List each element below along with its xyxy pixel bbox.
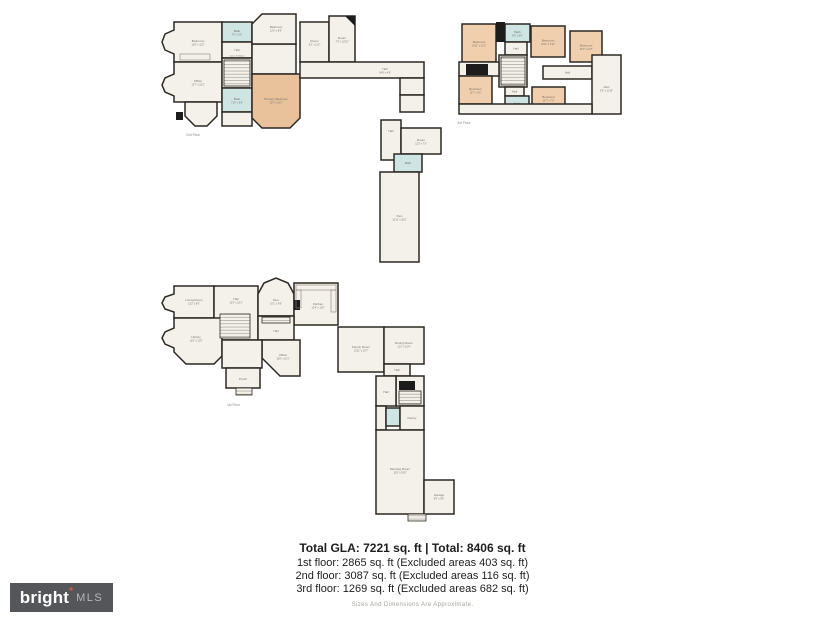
svg-text:Hall: Hall xyxy=(234,48,240,52)
brightmls-logo xyxy=(10,583,113,612)
svg-text:Room: Room xyxy=(337,36,347,40)
svg-text:34'8" x 4'6": 34'8" x 4'6" xyxy=(379,71,391,75)
svg-text:Hall: Hall xyxy=(511,89,518,94)
room-hall xyxy=(300,62,424,78)
third-floor-plan xyxy=(457,22,621,125)
svg-text:Bath: Bath xyxy=(514,30,521,34)
svg-text:8'5" x 9'6": 8'5" x 9'6" xyxy=(433,497,445,501)
svg-text:12'0" x 8'5": 12'0" x 8'5" xyxy=(270,29,282,33)
svg-text:9'3" x 11'10": 9'3" x 11'10" xyxy=(600,89,613,93)
svg-text:Bedroom: Bedroom xyxy=(472,40,486,44)
first-floor-plan xyxy=(162,278,454,521)
svg-text:13'5" x 15'1": 13'5" x 15'1" xyxy=(269,101,283,105)
second-floor-plan xyxy=(162,14,441,262)
svg-text:10'11" x 12'2": 10'11" x 12'2" xyxy=(471,44,487,48)
stairs xyxy=(220,314,250,338)
svg-text:Bath: Bath xyxy=(233,97,241,101)
svg-text:11'2" x 9'0": 11'2" x 9'0" xyxy=(188,302,200,306)
stairs xyxy=(236,388,252,395)
wall-block xyxy=(466,64,488,75)
svg-text:Room: Room xyxy=(310,39,319,43)
svg-text:Room: Room xyxy=(416,138,426,142)
disclaimer-text: Sizes And Dimensions Are Approximate. xyxy=(351,602,474,608)
svg-text:12'11" x 12'7": 12'11" x 12'7" xyxy=(353,349,369,353)
svg-text:Bedroom: Bedroom xyxy=(269,25,283,29)
svg-text:7'3" x 12'10": 7'3" x 12'10" xyxy=(335,40,349,44)
svg-text:13'5" x 23'6": 13'5" x 23'6" xyxy=(393,471,407,475)
stairs xyxy=(408,514,426,521)
svg-text:Bedroom: Bedroom xyxy=(191,39,205,43)
wall-block xyxy=(399,381,415,390)
logo-wordmark: bright xyxy=(19,587,70,607)
second-floor-area: 2nd floor: 3087 sq. ft (Excluded areas 116 sq. ft) xyxy=(295,570,530,582)
room-area xyxy=(252,44,296,74)
area-summary xyxy=(0,541,825,608)
wall-block xyxy=(176,112,183,120)
svg-text:Porch: Porch xyxy=(238,377,248,381)
svg-text:10'8" x 10'1": 10'8" x 10'1" xyxy=(276,357,290,361)
room-area xyxy=(185,102,217,126)
room-area xyxy=(400,95,424,112)
svg-text:Hall: Hall xyxy=(382,67,388,71)
svg-text:10'3" x 10'3": 10'3" x 10'3" xyxy=(579,47,593,51)
stairs xyxy=(224,60,250,86)
svg-text:13'5" x 11'2": 13'5" x 11'2" xyxy=(191,43,205,47)
svg-text:Pantry: Pantry xyxy=(407,416,417,420)
svg-text:Bedroom: Bedroom xyxy=(469,87,482,91)
svg-text:Hall: Hall xyxy=(513,46,519,51)
svg-text:Living Room: Living Room xyxy=(185,298,203,302)
logo-mls-text: MLS xyxy=(76,591,104,604)
svg-text:10'7" x 7'0": 10'7" x 7'0" xyxy=(542,99,555,103)
floor-label: 3rd Floor xyxy=(457,121,471,125)
svg-text:Bedroom: Bedroom xyxy=(542,95,555,99)
svg-text:11'2" x 7'3": 11'2" x 7'3" xyxy=(415,142,427,146)
svg-text:Bath: Bath xyxy=(404,161,412,165)
svg-text:Morning Room: Morning Room xyxy=(389,467,411,471)
svg-text:12'3" x 15'1": 12'3" x 15'1" xyxy=(229,301,243,305)
svg-text:Family Room: Family Room xyxy=(351,345,371,349)
svg-text:8'0" x 5'9": 8'0" x 5'9" xyxy=(512,34,523,38)
svg-text:13'5" x 11'9": 13'5" x 11'9" xyxy=(189,339,203,343)
stairs xyxy=(399,391,421,404)
svg-text:Hall: Hall xyxy=(394,368,400,372)
floor-label: 1st Floor xyxy=(227,403,241,407)
svg-text:10'7" x 9'0": 10'7" x 9'0" xyxy=(469,91,482,95)
floor-label: 2nd Floor xyxy=(186,133,201,137)
svg-text:7'6" x 5'9": 7'6" x 5'9" xyxy=(231,33,243,37)
svg-text:11'2" x 10'4": 11'2" x 10'4" xyxy=(397,345,411,349)
room-area xyxy=(400,78,424,95)
svg-text:8'1" x 11'2": 8'1" x 11'2" xyxy=(308,43,321,47)
stairs xyxy=(501,57,525,85)
svg-text:Open To Below: Open To Below xyxy=(229,55,245,58)
svg-text:Attic: Attic xyxy=(603,85,610,89)
room-area xyxy=(222,340,262,368)
room-den xyxy=(258,278,294,316)
room-office xyxy=(162,62,222,102)
svg-text:Office: Office xyxy=(193,79,203,83)
total-gla-title: Total GLA: 7221 sq. ft | Total: 8406 sq. ft xyxy=(299,541,526,555)
first-floor-area: 1st floor: 2865 sq. ft (Excluded areas 403 sq. ft) xyxy=(296,557,529,569)
svg-text:10'1" x 9'6": 10'1" x 9'6" xyxy=(270,302,282,306)
svg-text:Hall: Hall xyxy=(388,129,394,133)
room-area xyxy=(222,112,252,126)
svg-text:Den: Den xyxy=(396,214,403,218)
svg-text:Bath: Bath xyxy=(233,29,241,33)
stairs xyxy=(262,317,290,323)
svg-text:7'10" x 6'8": 7'10" x 6'8" xyxy=(231,101,243,105)
svg-text:12'7" x 10'1": 12'7" x 10'1" xyxy=(191,83,205,87)
room-area xyxy=(459,104,592,114)
wall-block xyxy=(496,22,505,42)
svg-text:Primary Bedroom: Primary Bedroom xyxy=(263,97,289,101)
svg-text:Office: Office xyxy=(278,353,288,357)
svg-text:Library: Library xyxy=(191,335,201,339)
svg-text:10'11" x 9'11": 10'11" x 9'11" xyxy=(540,42,556,46)
svg-text:Dining Room: Dining Room xyxy=(395,341,413,345)
svg-text:Hall: Hall xyxy=(233,297,239,301)
svg-text:Bedroom: Bedroom xyxy=(541,38,555,43)
svg-text:Bedroom: Bedroom xyxy=(579,43,593,48)
room-area xyxy=(386,408,400,426)
svg-text:Hall: Hall xyxy=(564,70,571,75)
svg-text:Hall: Hall xyxy=(383,390,389,394)
logo-star-icon: * xyxy=(69,586,74,597)
wall-block xyxy=(294,300,300,310)
room-area xyxy=(376,406,386,430)
svg-text:10'11" x 25'2": 10'11" x 25'2" xyxy=(392,218,407,222)
svg-text:Hall: Hall xyxy=(273,329,279,333)
third-floor-area: 3rd floor: 1269 sq. ft (Excluded areas 682 sq. ft) xyxy=(296,583,529,595)
svg-text:Kitchen: Kitchen xyxy=(312,302,324,306)
svg-text:Den: Den xyxy=(273,298,279,302)
svg-text:12'4" x 11'9": 12'4" x 11'9" xyxy=(311,306,325,310)
svg-text:Garage: Garage xyxy=(433,493,445,497)
